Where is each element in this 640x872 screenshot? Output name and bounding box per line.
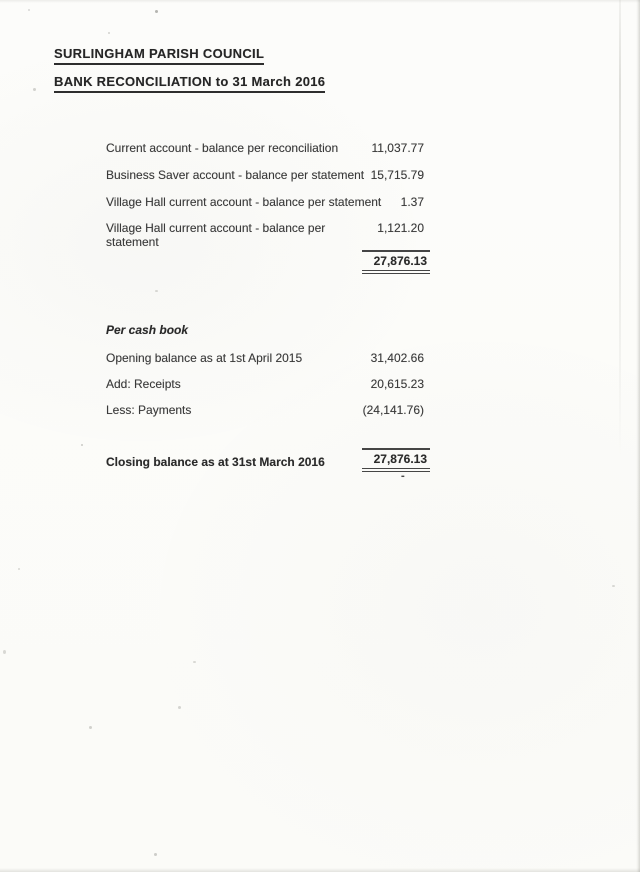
closing-balance-total: 27,876.13: [362, 448, 430, 472]
scan-speck: [3, 650, 6, 654]
cash-book-label: Less: Payments: [106, 403, 192, 417]
scan-edge-top: [0, 0, 640, 3]
scan-edge-bottom: [0, 868, 640, 872]
cash-book-row: [106, 403, 424, 417]
scan-edge-right: [636, 0, 640, 872]
scan-speck: [81, 444, 83, 446]
scan-speck: [18, 568, 20, 570]
scan-speck: [178, 706, 181, 709]
account-amount: 15,715.79: [370, 168, 424, 182]
scan-speck: [28, 9, 30, 11]
document-title-text: SURLINGHAM PARISH COUNCIL: [54, 46, 264, 65]
account-amount: 11,037.77: [371, 141, 424, 155]
account-label: Village Hall current account - balance per statement: [106, 195, 382, 209]
scan-speck: [612, 585, 615, 587]
account-amount: 1,121.20: [377, 221, 424, 235]
cash-book-label: Opening balance as at 1st April 2015: [106, 351, 303, 365]
account-label: Business Saver account - balance per statement: [106, 168, 365, 182]
document-subtitle: [54, 74, 325, 89]
cash-book-label: Add: Receipts: [106, 377, 181, 391]
scan-fold-line: [619, 0, 621, 460]
cash-book-heading: Per cash book: [106, 323, 189, 337]
document-subtitle-text: BANK RECONCILIATION to 31 March 2016: [54, 74, 325, 93]
scan-speck: [155, 290, 158, 292]
scan-speck: [155, 10, 158, 13]
account-label: Village Hall current account - balance per statement: [106, 221, 326, 249]
account-amount: 1.37: [400, 195, 424, 209]
reconciliation-row: [106, 141, 424, 155]
scan-speck: [89, 726, 92, 729]
tick-mark: -: [401, 470, 405, 482]
cash-book-amount: 31,402.66: [370, 351, 424, 365]
scan-speck: [108, 32, 110, 34]
reconciliation-row: [106, 221, 424, 249]
scan-speck: [193, 661, 196, 663]
reconciliation-row: [106, 168, 424, 182]
cash-book-row: [106, 377, 424, 391]
cash-book-amount: 20,615.23: [370, 377, 424, 391]
closing-balance-label: Closing balance as at 31st March 2016: [106, 455, 325, 469]
closing-balance-row: [106, 455, 406, 469]
scan-speck: [33, 88, 36, 91]
account-label: Current account - balance per reconciliation: [106, 141, 339, 155]
scan-speck: [154, 853, 157, 856]
reconciliation-row: [106, 195, 424, 209]
cash-book-row: [106, 351, 424, 365]
document-title: [54, 46, 264, 61]
reconciliation-total: 27,876.13: [362, 250, 430, 274]
cash-book-amount: (24,141.76): [362, 403, 424, 417]
